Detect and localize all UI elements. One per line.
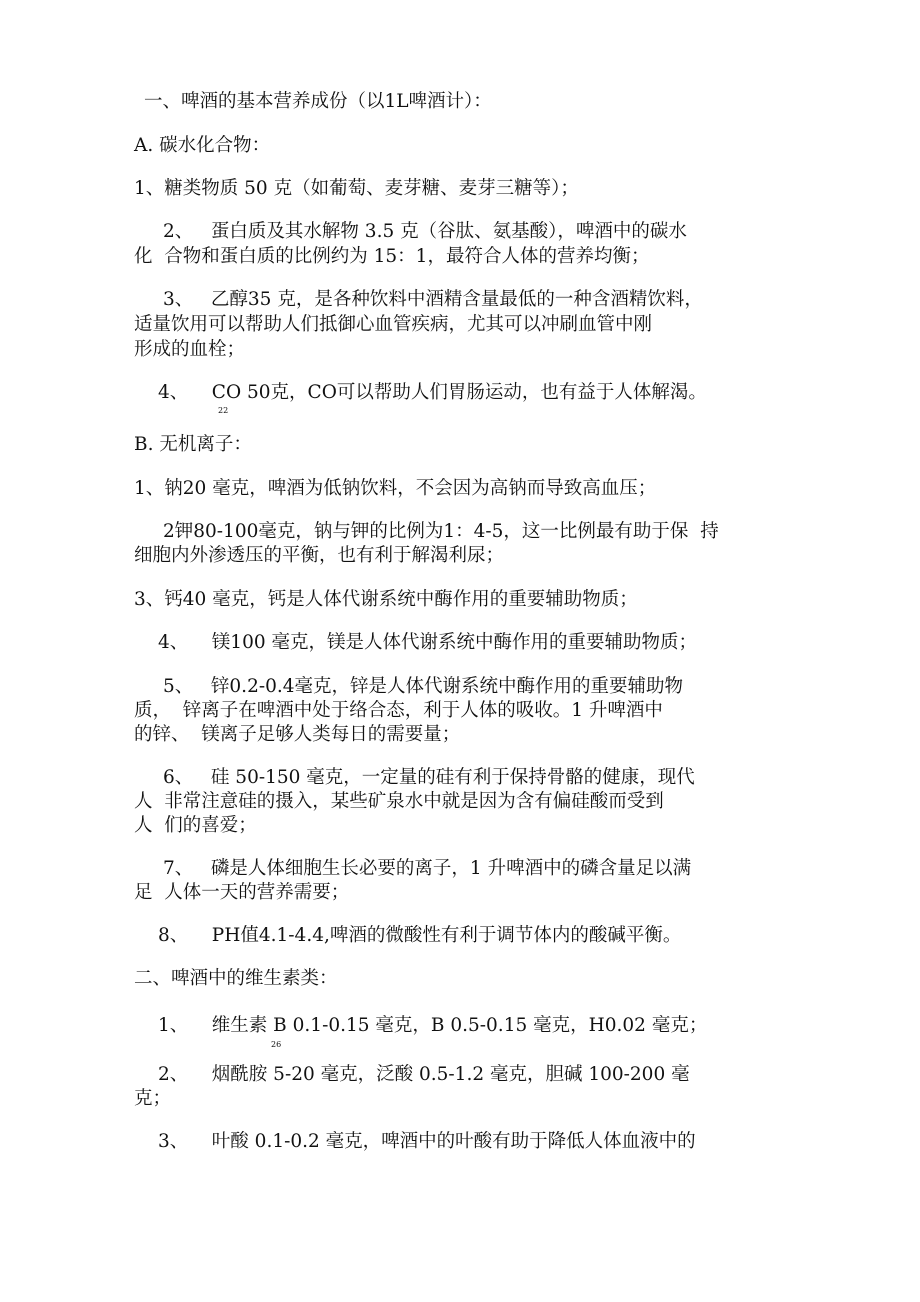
paragraph-silicon-line1: 6、 硅 50-150 毫克，一定量的硅有利于保持骨骼的健康，现代 [163,767,695,788]
paragraph-magnesium: 4、 镁100 毫克，镁是人体代谢系统中酶作用的重要辅助物质； [158,632,697,653]
heading-vitamins: 二、啤酒中的维生素类： [134,968,338,989]
paragraph-zinc-line3: 的锌、 镁离子足够人类每日的需要量； [134,724,461,745]
section-a-title: A. 碳水化合物： [134,135,271,156]
paragraph-co2: 4、 CO 50克，CO可以帮助人们胃肠运动，也有益于人体解渴。 [158,382,707,403]
paragraph-phosphorus-line2: 足 人体一天的营养需要； [134,882,350,903]
paragraph-ethanol-line1: 3、 乙醇35 克，是各种饮料中酒精含量最低的一种含酒精饮料， [163,289,703,310]
paragraph-niacinamide-line1: 2、 烟酰胺 5-20 毫克，泛酸 0.5-1.2 毫克，胆碱 100-200 毫 [158,1064,690,1085]
paragraph-potassium-line1: 2钾80-100毫克，钠与钾的比例为1：4-5，这一比例最有助于保 持 [163,521,719,542]
section-b-title: B. 无机离子： [134,434,252,455]
paragraph-zinc-line1: 5、 锌0.2-0.4毫克，锌是人体代谢系统中酶作用的重要辅助物 [163,676,684,697]
paragraph-ph: 8、 PH值4.1-4.4,啤酒的微酸性有利于调节体内的酸碱平衡。 [158,925,682,946]
paragraph-potassium-line2: 细胞内外渗透压的平衡，也有利于解渴利尿； [134,545,505,566]
paragraph-phosphorus-line1: 7、 磷是人体细胞生长必要的离子，1 升啤酒中的磷含量足以满 [163,858,692,879]
paragraph-protein-line2: 化 合物和蛋白质的比例约为 15：1，最符合人体的营养均衡； [134,246,650,267]
paragraph-silicon-line3: 人 们的喜爱； [134,815,257,836]
paragraph-protein-line1: 2、 蛋白质及其水解物 3.5 克（谷肽、氨基酸），啤酒中的碳水 [163,221,687,242]
paragraph-ethanol-line2: 适量饮用可以帮助人们抵御心血管疾病，尤其可以冲刷血管中刚 [134,314,653,335]
subscript-co2: 22 [218,406,229,415]
paragraph-folic-acid: 3、 叶酸 0.1-0.2 毫克，啤酒中的叶酸有助于降低人体血液中的 [158,1131,696,1152]
subscript-vitamin-b: 26 [271,1040,282,1049]
paragraph-zinc-line2: 质， 锌离子在啤酒中处于络合态，利于人体的吸收。1 升啤酒中 [134,700,663,721]
paragraph-silicon-line2: 人 非常注意硅的摄入，某些矿泉水中就是因为含有偏硅酸而受到 [134,791,664,812]
paragraph-sugar: 1、糖类物质 50 克（如葡萄、麦芽糖、麦芽三糖等）； [134,178,579,199]
paragraph-sodium: 1、钠20 毫克，啤酒为低钠饮料，不会因为高钠而导致高血压； [134,478,657,499]
paragraph-niacinamide-line2: 克； [134,1088,172,1109]
paragraph-calcium: 3、钙40 毫克，钙是人体代谢系统中酶作用的重要辅助物质； [134,589,638,610]
paragraph-vitamin-b: 1、 维生素 B 0.1-0.15 毫克，B 0.5-0.15 毫克，H0.02 毫克； [158,1015,708,1036]
paragraph-ethanol-line3: 形成的血栓； [134,339,246,360]
heading-nutrition: 一、啤酒的基本营养成份（以1L啤酒计）： [144,91,492,112]
